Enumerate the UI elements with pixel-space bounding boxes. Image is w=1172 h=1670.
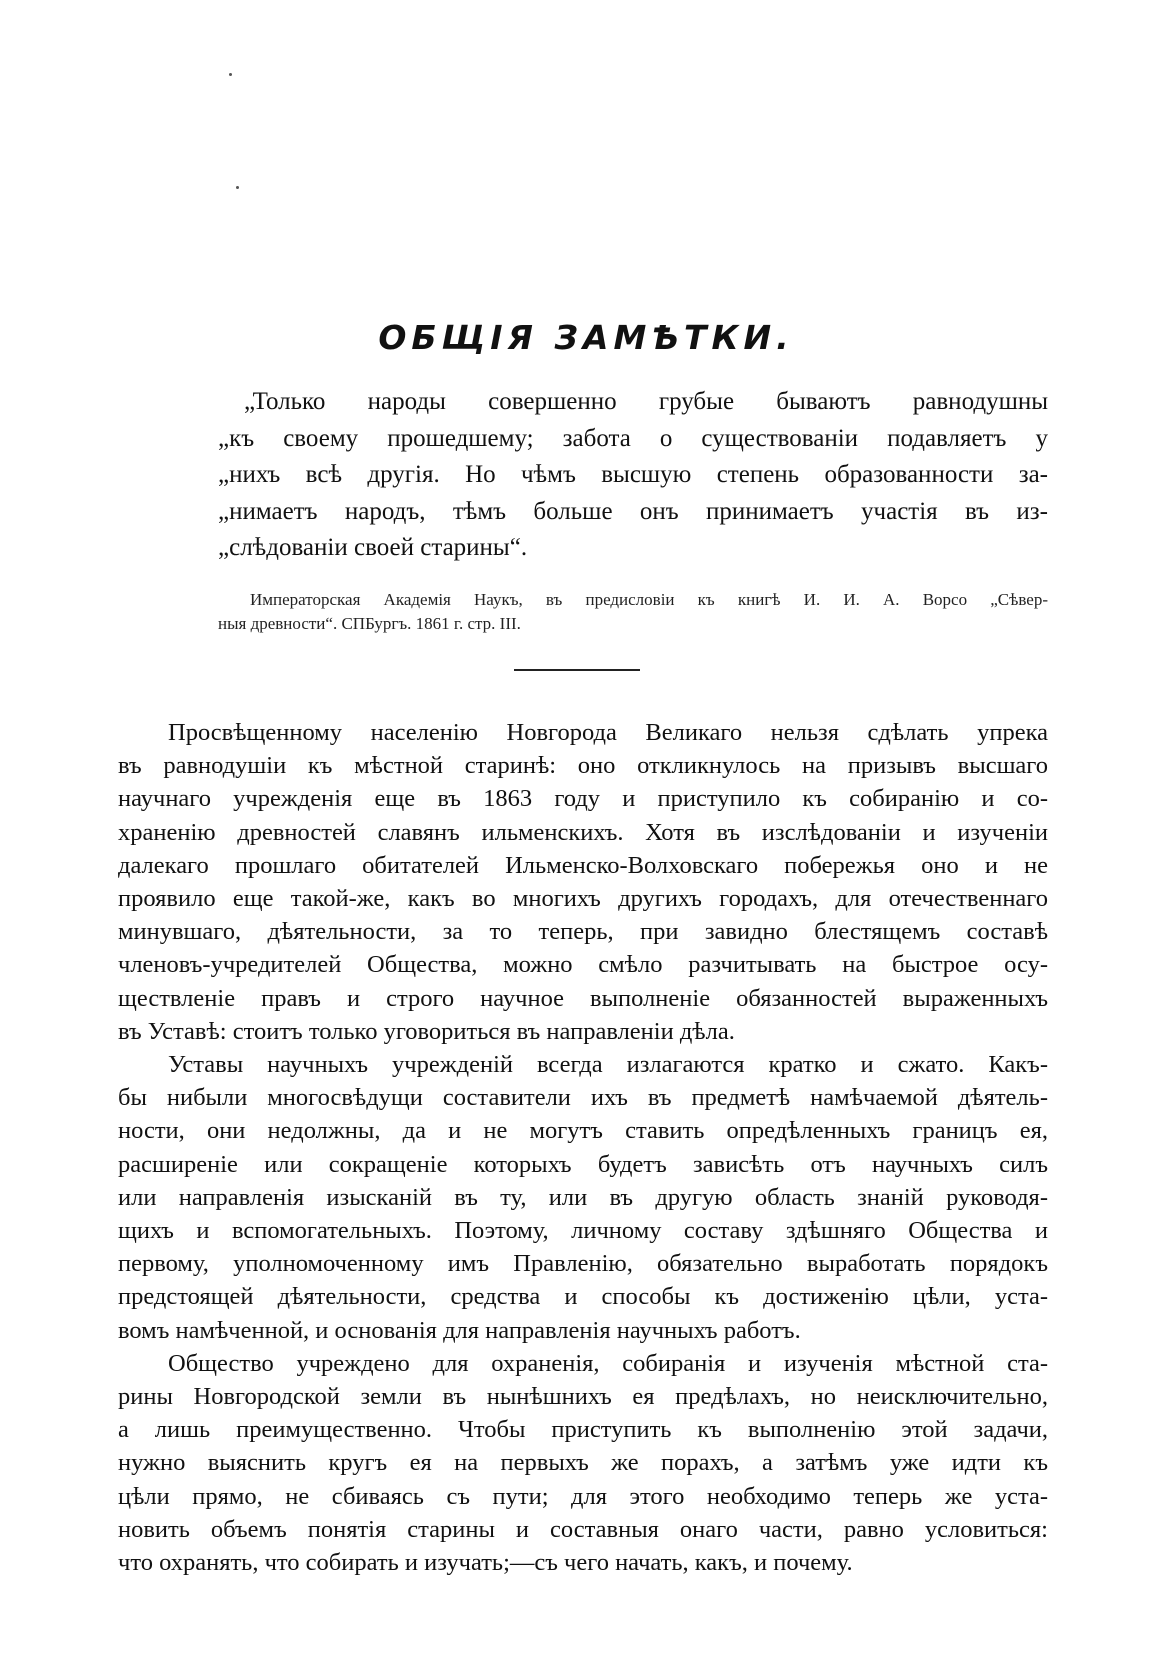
text-line: вомъ намѣченной, и основанія для направленія научныхъ работъ.	[118, 1316, 801, 1344]
text-line: нужно выяснить кругъ ея на первыхъ же порахъ, а затѣмъ уже идти къ	[118, 1449, 1048, 1477]
text-line: бы нибыли многосвѣдущи составители ихъ въ предметѣ намѣчаемой дѣятель-	[118, 1084, 1048, 1112]
epigraph-line: „нихъ всѣ другія. Но чѣмъ высшую степень образованности за-	[218, 461, 1048, 488]
text-line: первому, уполномоченному имъ Правленію, обязательно выработать порядокъ	[118, 1250, 1048, 1278]
main-text	[118, 716, 1048, 1579]
epigraph-line: „къ своему прошедшему; забота о существованіи подавляетъ у	[218, 424, 1048, 452]
page-speck	[236, 186, 239, 189]
text-line: щихъ и вспомогательныхъ. Поэтому, личному составу здѣшняго Общества и	[118, 1217, 1048, 1245]
text-line: новить объемъ понятія старины и составныя онаго части, равно условиться:	[118, 1515, 1048, 1543]
text-line: научнаго учрежденія еще въ 1863 году и приступило къ собиранію и со-	[118, 785, 1048, 813]
text-line: цѣли прямо, не сбиваясь съ пути; для этого необходимо теперь же уста-	[118, 1482, 1048, 1510]
text-line: въ равнодушіи къ мѣстной старинѣ: оно откликнулось на призывъ высшаго	[118, 752, 1048, 780]
paragraph-1	[118, 716, 1048, 1048]
text-line: а лишь преимущественно. Чтобы приступить къ выполненію этой задачи,	[118, 1416, 1048, 1444]
page-speck	[229, 73, 232, 76]
text-line: минувшаго, дѣятельности, за то теперь, при завидно блестящемъ составѣ	[118, 918, 1048, 946]
text-line: Общество учреждено для охраненія, собиранія и изученія мѣстной ста-	[168, 1349, 1048, 1377]
text-line: что охранять, что собирать и изучать;—съ чего начать, какъ, и почему.	[118, 1549, 853, 1577]
text-line: членовъ-учредителей Общества, можно смѣло разчитывать на быстрое осу-	[118, 951, 1048, 979]
text-line: храненію древностей славянъ ильменскихъ. Хотя въ изслѣдованіи и изученіи	[118, 818, 1048, 846]
text-line: или направленія изысканій въ ту, или въ другую область знаній руководя-	[118, 1183, 1048, 1211]
epigraph-line: „Только народы совершенно грубые бываютъ равнодушны	[244, 388, 1048, 415]
text-line: расширеніе или сокращеніе которыхъ будетъ зависѣть отъ научныхъ силъ	[118, 1150, 1048, 1178]
text-line: проявило еще такой-же, какъ во многихъ другихъ городахъ, для отечественнаго	[118, 885, 1048, 913]
source-line: Императорская Академія Наукъ, въ предисловіи къ книгѣ И. И. А. Ворсо „Сѣвер-	[250, 590, 1048, 609]
page-title: ОБЩІЯ ЗАМѢТКИ.	[378, 318, 794, 357]
paragraph-3	[118, 1347, 1048, 1579]
section-divider	[514, 669, 640, 671]
text-line: рины Новгородской земли въ нынѣшнихъ ея предѣлахъ, но неисключительно,	[118, 1383, 1048, 1411]
text-line: ществленіе правъ и строго научное выполненіе обязанностей выраженныхъ	[118, 984, 1048, 1012]
text-line: Уставы научныхъ учрежденій всегда излагаются кратко и сжато. Какъ-	[168, 1051, 1048, 1079]
text-line: далекаго прошлаго обитателей Ильменско-Волховскаго побережья оно и не	[118, 851, 1048, 879]
epigraph-quote	[218, 384, 1048, 567]
epigraph-line: „слѣдованіи своей старины“.	[218, 534, 528, 561]
text-line: ности, они недолжны, да и не могутъ ставить опредѣленныхъ границъ ея,	[118, 1117, 1048, 1145]
epigraph-line: „нимаетъ народъ, тѣмъ больше онъ принимаетъ участія въ из-	[218, 497, 1048, 525]
paragraph-2	[118, 1048, 1048, 1347]
epigraph-source	[218, 588, 1048, 636]
text-line: Просвѣщенному населенію Новгорода Великаго нельзя сдѣлать упрека	[168, 719, 1048, 746]
text-line: предстоящей дѣятельности, средства и способы къ достиженію цѣли, уста-	[118, 1283, 1048, 1311]
text-line: въ Уставѣ: стоитъ только уговориться въ направленіи дѣла.	[118, 1017, 735, 1045]
source-line: ныя древности“. СПБургъ. 1861 г. стр. III.	[218, 614, 521, 633]
